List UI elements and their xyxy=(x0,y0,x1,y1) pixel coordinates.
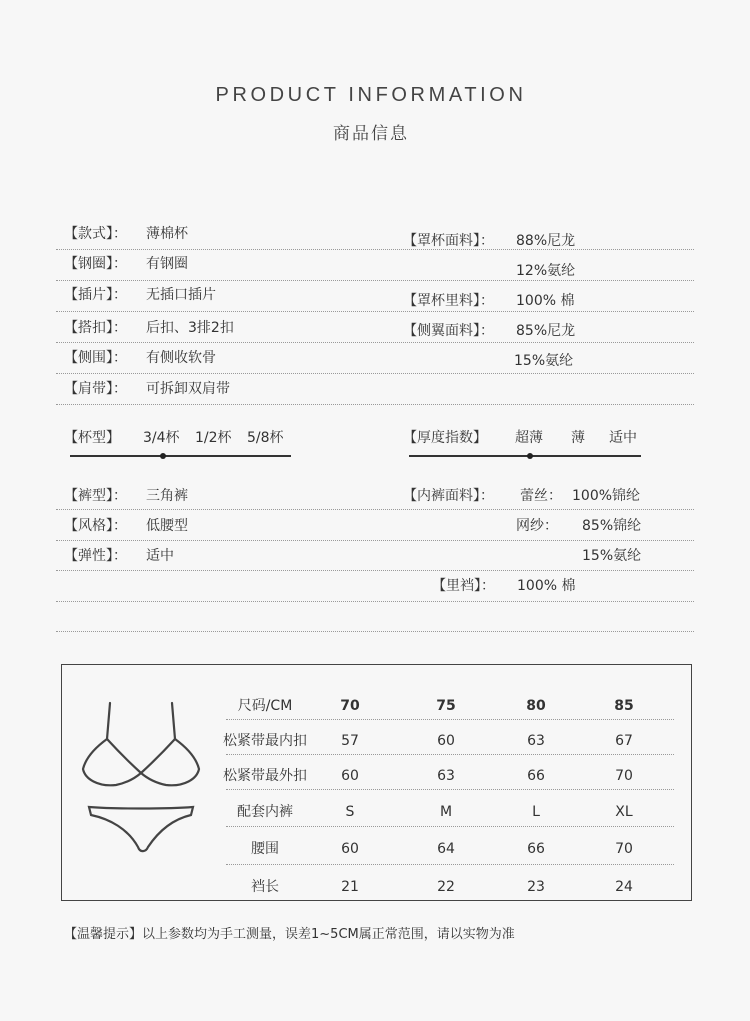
thickness-scale xyxy=(409,455,641,457)
size-row-divider xyxy=(226,789,674,790)
style-label: 【风格】： xyxy=(64,518,127,534)
cup-fabric-label: 【罩杯面料】： xyxy=(403,233,494,249)
cup-type-option: 5/8杯 xyxy=(247,430,284,446)
size-cell: L xyxy=(532,804,540,820)
size-row-label: 松紧带最内扣 xyxy=(223,733,307,749)
spec-insert-label: 【插片】： xyxy=(64,287,127,303)
size-row-divider xyxy=(226,754,674,755)
divider xyxy=(56,601,694,602)
thickness-option: 适中 xyxy=(609,430,637,446)
warm-tip-label: 【温馨提示】 xyxy=(64,927,143,942)
thickness-option: 薄 xyxy=(571,430,585,446)
size-cell: 63 xyxy=(437,768,455,784)
divider xyxy=(56,342,694,343)
side-wing-value-1: 85%尼龙 xyxy=(516,323,576,339)
side-wing-value-2: 15%氨纶 xyxy=(514,353,574,369)
thickness-marker xyxy=(527,453,533,459)
divider xyxy=(56,540,694,541)
spec-clasp-value: 后扣、3排2扣 xyxy=(146,320,234,336)
divider xyxy=(56,404,694,405)
size-row-label: 松紧带最外扣 xyxy=(223,768,307,784)
size-cell: 60 xyxy=(341,841,359,857)
cup-type-option: 3/4杯 xyxy=(143,430,180,446)
warm-tip-text: 以上参数均为手工测量，误差1~5CM属正常范围，请以实物为准 xyxy=(142,927,515,942)
size-cell: S xyxy=(345,804,355,820)
size-cell: 24 xyxy=(615,879,633,895)
size-row-label: 裆长 xyxy=(251,879,279,895)
cup-lining-value: 100% 棉 xyxy=(516,293,575,309)
spec-underwire-value: 有钢圈 xyxy=(146,256,188,272)
spec-side-label: 【侧围】： xyxy=(64,350,127,366)
cup-fabric-value-2: 12%氨纶 xyxy=(516,263,576,279)
size-cell: 60 xyxy=(437,733,455,749)
cup-type-label: 【杯型】 xyxy=(64,430,120,446)
side-wing-label: 【侧翼面料】： xyxy=(403,323,494,339)
size-cell: 23 xyxy=(527,879,545,895)
size-row-label: 腰围 xyxy=(251,841,279,857)
mesh-value-1: 85%锦纶 xyxy=(582,518,642,534)
spec-strap-value: 可拆卸双肩带 xyxy=(146,381,230,397)
size-row-label: 尺码/CM xyxy=(237,698,293,714)
size-cell: 80 xyxy=(526,698,546,714)
size-row-label: 配套内裤 xyxy=(237,804,293,820)
size-cell: 57 xyxy=(341,733,359,749)
cup-type-scale xyxy=(70,455,291,457)
page-title-cn: 商品信息 xyxy=(333,124,409,144)
divider xyxy=(56,631,694,632)
size-cell: 21 xyxy=(341,879,359,895)
elastic-label: 【弹性】： xyxy=(64,548,127,564)
warm-tip xyxy=(64,923,515,942)
size-cell: XL xyxy=(615,804,633,820)
spec-clasp-label: 【搭扣】： xyxy=(64,320,127,336)
size-cell: 22 xyxy=(437,879,455,895)
cup-type-marker xyxy=(160,453,166,459)
spec-style-label: 【款式】： xyxy=(64,226,127,242)
spec-insert-value: 无插口插片 xyxy=(146,287,216,303)
size-cell: 70 xyxy=(340,698,360,714)
mesh-value-2: 15%氨纶 xyxy=(582,548,642,564)
divider xyxy=(56,280,694,281)
thickness-option: 超薄 xyxy=(515,430,543,446)
size-cell: 66 xyxy=(527,841,545,857)
crotch-value: 100% 棉 xyxy=(517,578,576,594)
page-title-en: PRODUCT INFORMATION xyxy=(215,84,527,106)
size-cell: 70 xyxy=(615,841,633,857)
cup-lining-label: 【罩杯里料】： xyxy=(403,293,494,309)
brief-type-label: 【裤型】： xyxy=(64,488,127,504)
lace-value: 100%锦纶 xyxy=(572,488,641,504)
style-value: 低腰型 xyxy=(146,518,188,534)
divider xyxy=(56,373,694,374)
size-cell: 85 xyxy=(614,698,634,714)
lace-label: 蕾丝： xyxy=(520,488,562,504)
cup-type-option: 1/2杯 xyxy=(195,430,232,446)
size-row-divider xyxy=(226,826,674,827)
cup-fabric-value-1: 88%尼龙 xyxy=(516,233,576,249)
size-cell: 63 xyxy=(527,733,545,749)
size-cell: 67 xyxy=(615,733,633,749)
divider xyxy=(56,311,694,312)
bra-brief-illustration-icon xyxy=(74,695,214,895)
mesh-label: 网纱： xyxy=(516,518,558,534)
size-cell: 60 xyxy=(341,768,359,784)
size-cell: 75 xyxy=(436,698,456,714)
size-cell: M xyxy=(439,804,453,820)
size-row-divider xyxy=(226,719,674,720)
brief-fabric-label: 【内裤面料】： xyxy=(403,488,494,504)
brief-type-value: 三角裤 xyxy=(146,488,188,504)
size-row-divider xyxy=(226,864,674,865)
size-cell: 66 xyxy=(527,768,545,784)
spec-style-value: 薄棉杯 xyxy=(146,226,188,242)
size-cell: 64 xyxy=(437,841,455,857)
spec-side-value: 有侧收软骨 xyxy=(146,350,216,366)
divider xyxy=(56,570,694,571)
elastic-value: 适中 xyxy=(146,548,174,564)
size-cell: 70 xyxy=(615,768,633,784)
divider xyxy=(56,249,694,250)
spec-strap-label: 【肩带】： xyxy=(64,381,127,397)
spec-underwire-label: 【钢圈】： xyxy=(64,256,127,272)
thickness-label: 【厚度指数】 xyxy=(403,430,487,446)
crotch-label: 【里裆】： xyxy=(432,578,495,594)
divider xyxy=(56,509,694,510)
